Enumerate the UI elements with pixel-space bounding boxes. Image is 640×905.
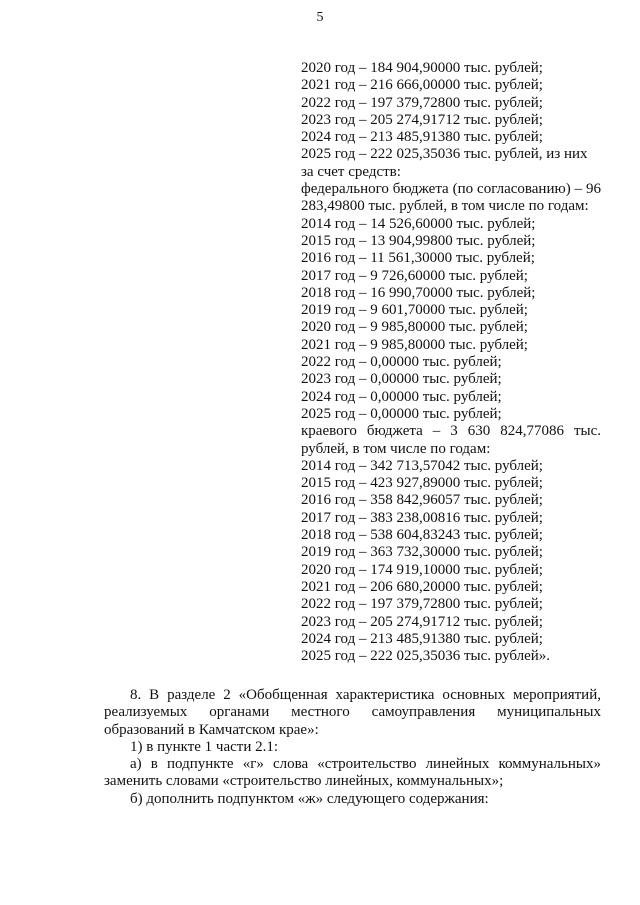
- year-line: 2023 год – 205 274,91712 тыс. рублей;: [301, 111, 543, 128]
- regional-year-line: 2014 год – 342 713,57042 тыс. рублей;: [301, 457, 543, 474]
- regional-year-line: 2021 год – 206 680,20000 тыс. рублей;: [301, 578, 543, 595]
- federal-year-line: 2021 год – 9 985,80000 тыс. рублей;: [301, 336, 528, 353]
- regional-year-line: 2024 год – 213 485,91380 тыс. рублей;: [301, 630, 543, 647]
- paragraph-b: б) дополнить подпунктом «ж» следующего содержания:: [130, 790, 489, 807]
- federal-year-line: 2023 год – 0,00000 тыс. рублей;: [301, 371, 502, 388]
- paragraph-item-1: 1) в пункте 1 части 2.1:: [130, 738, 279, 755]
- regional-year-line: 2020 год – 174 919,10000 тыс. рублей;: [301, 561, 543, 578]
- federal-year-line: 2024 год – 0,00000 тыс. рублей;: [301, 388, 502, 405]
- year-line: 2021 год – 216 666,00000 тыс. рублей;: [301, 77, 543, 94]
- regional-year-line: 2017 год – 383 238,00816 тыс. рублей;: [301, 509, 543, 526]
- federal-year-line: 2015 год – 13 904,99800 тыс. рублей;: [301, 232, 536, 249]
- regional-year-line: 2018 год – 538 604,83243 тыс. рублей;: [301, 527, 543, 544]
- regional-year-line: 2025 год – 222 025,35036 тыс. рублей».: [301, 648, 551, 665]
- year-line: 2022 год – 197 379,72800 тыс. рублей;: [301, 94, 543, 111]
- regional-year-line: 2015 год – 423 927,89000 тыс. рублей;: [301, 475, 543, 492]
- federal-year-line: 2018 год – 16 990,70000 тыс. рублей;: [301, 284, 536, 301]
- regional-year-line: 2023 год – 205 274,91712 тыс. рублей;: [301, 613, 543, 630]
- federal-budget-intro: федерального бюджета (по согласованию) – 96 283,49800 тыс. рублей, в том числе по годам:: [301, 181, 601, 215]
- federal-year-line: 2022 год – 0,00000 тыс. рублей;: [301, 354, 502, 371]
- paragraph-8: 8. В разделе 2 «Обобщенная характеристика основных мероприятий, реализуемых органами местного самоуправления муниципальных образований в Камчатском крае»:: [104, 687, 601, 738]
- funding-column: [301, 60, 601, 665]
- year-line: 2020 год – 184 904,90000 тыс. рублей;: [301, 60, 543, 76]
- page-number: 5: [316, 10, 324, 25]
- federal-year-line: 2016 год – 11 561,30000 тыс. рублей;: [301, 250, 535, 267]
- federal-year-line: 2014 год – 14 526,60000 тыс. рублей;: [301, 215, 536, 232]
- federal-year-line: 2017 год – 9 726,60000 тыс. рублей;: [301, 267, 528, 284]
- sources-label: за счет средств:: [301, 163, 401, 180]
- federal-year-line: 2019 год – 9 601,70000 тыс. рублей;: [301, 302, 528, 319]
- year-line: 2024 год – 213 485,91380 тыс. рублей;: [301, 129, 543, 146]
- regional-budget-intro: краевого бюджета – 3 630 824,77086 тыс. рублей, в том числе по годам:: [301, 423, 601, 457]
- regional-year-line: 2016 год – 358 842,96057 тыс. рублей;: [301, 492, 543, 509]
- federal-year-line: 2020 год – 9 985,80000 тыс. рублей;: [301, 319, 528, 336]
- year-line: 2025 год – 222 025,35036 тыс. рублей, из них: [301, 146, 588, 163]
- paragraph-a: а) в подпункте «г» слова «строительство линейных коммунальных» заменить словами «строительство линейных, коммунальных»;: [104, 756, 601, 790]
- regional-year-line: 2022 год – 197 379,72800 тыс. рублей;: [301, 596, 543, 613]
- regional-year-line: 2019 год – 363 732,30000 тыс. рублей;: [301, 544, 543, 561]
- federal-year-line: 2025 год – 0,00000 тыс. рублей;: [301, 405, 502, 422]
- main-text: [104, 687, 601, 808]
